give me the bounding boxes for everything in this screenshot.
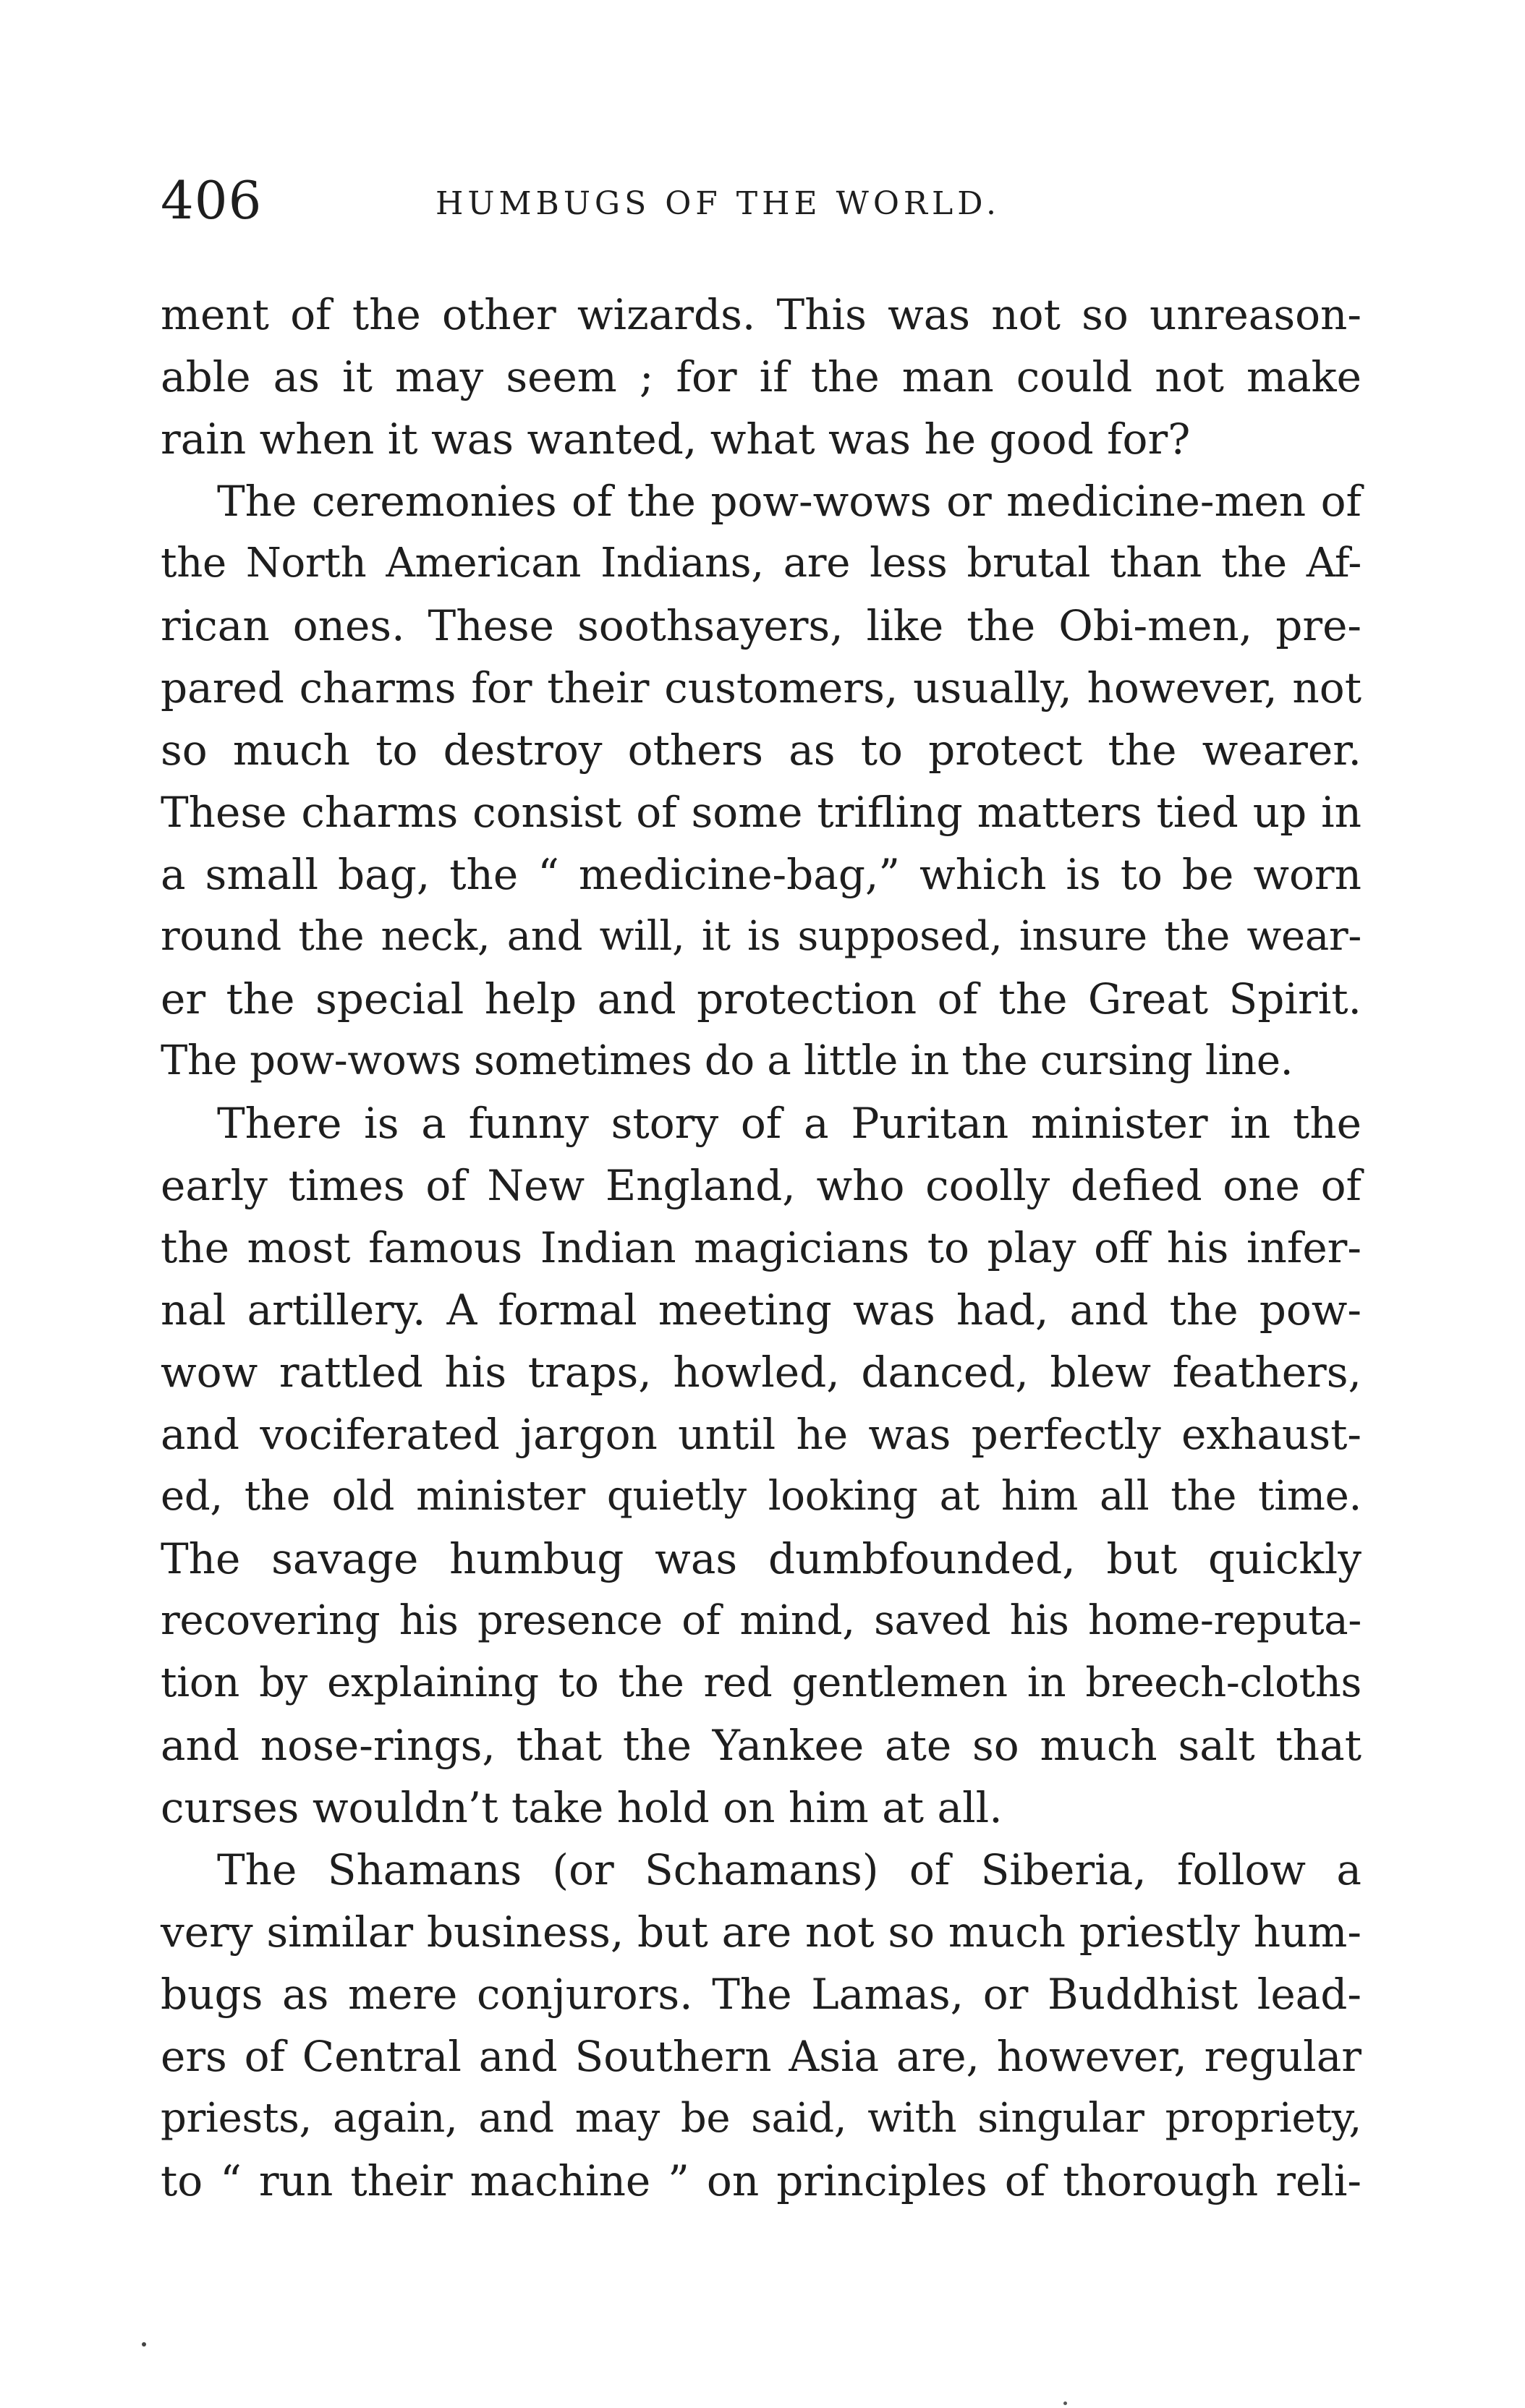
text-line: so much to destroy others as to protect the wearer.: [161, 726, 1362, 775]
text-line: early times of New England, who coolly defied one of: [161, 1161, 1362, 1210]
print-speck: [142, 2342, 146, 2347]
text-line: the most famous Indian magicians to play off his infer-: [161, 1223, 1362, 1272]
page-number: 406: [161, 170, 263, 231]
text-line: and nose-rings, that the Yankee ate so much salt that: [161, 1721, 1362, 1770]
text-line: The savage humbug was dumbfounded, but quickly: [161, 1534, 1362, 1583]
text-line: These charms consist of some trifling matters tied up in: [161, 788, 1362, 837]
text-line: The pow-wows sometimes do a little in the cursing line.: [161, 1037, 1294, 1084]
text-line: nal artillery. A formal meeting was had, and the pow-: [161, 1285, 1362, 1335]
text-line: priests, again, and may be said, with singular propriety,: [161, 2095, 1362, 2142]
text-line: ment of the other wizards. This was not so unreason-: [161, 290, 1362, 339]
text-line: recovering his presence of mind, saved his home-reputa-: [161, 1597, 1362, 1644]
text-line: er the special help and protection of the Great Spirit.: [161, 974, 1362, 1024]
text-line: The Shamans (or Schamans) of Siberia, follow a: [217, 1845, 1362, 1894]
text-line: rican ones. These soothsayers, like the Obi-men, pre-: [161, 601, 1362, 650]
text-line: bugs as mere conjurors. The Lamas, or Buddhist lead-: [161, 1970, 1362, 2019]
running-head: HUMBUGS OF THE WORLD.: [436, 185, 1001, 222]
text-line: able as it may seem ; for if the man could not make: [161, 352, 1362, 401]
text-line: a small bag, the “ medicine-bag,” which is to be worn: [161, 850, 1362, 899]
text-line: ed, the old minister quietly looking at him all the time.: [161, 1473, 1362, 1520]
text-line: to “ run their machine ” on principles of thorough reli-: [161, 2156, 1362, 2205]
text-line: round the neck, and will, it is supposed, insure the wear-: [161, 913, 1362, 960]
print-speck: [1063, 2401, 1067, 2405]
text-line: the North American Indians, are less brutal than the Af-: [161, 540, 1362, 587]
text-line: curses wouldn’t take hold on him at all.: [161, 1783, 1003, 1832]
text-line: wow rattled his traps, howled, danced, blew feathers,: [161, 1348, 1362, 1397]
text-line: very similar business, but are not so much priestly hum-: [161, 1907, 1362, 1957]
text-line: tion by explaining to the red gentlemen in breech-cloths: [161, 1659, 1362, 1706]
text-line: pared charms for their customers, usually, however, not: [161, 663, 1362, 712]
text-line: ers of Central and Southern Asia are, however, regular: [161, 2032, 1362, 2081]
text-line: The ceremonies of the pow-wows or medicine-men of: [217, 477, 1362, 526]
body-text: [161, 284, 1362, 2212]
page-header: [161, 168, 1362, 233]
text-line: There is a funny story of a Puritan minister in the: [217, 1099, 1362, 1148]
text-line: and vociferated jargon until he was perfectly exhaust-: [161, 1410, 1362, 1459]
text-line: rain when it was wanted, what was he good for?: [161, 414, 1191, 464]
